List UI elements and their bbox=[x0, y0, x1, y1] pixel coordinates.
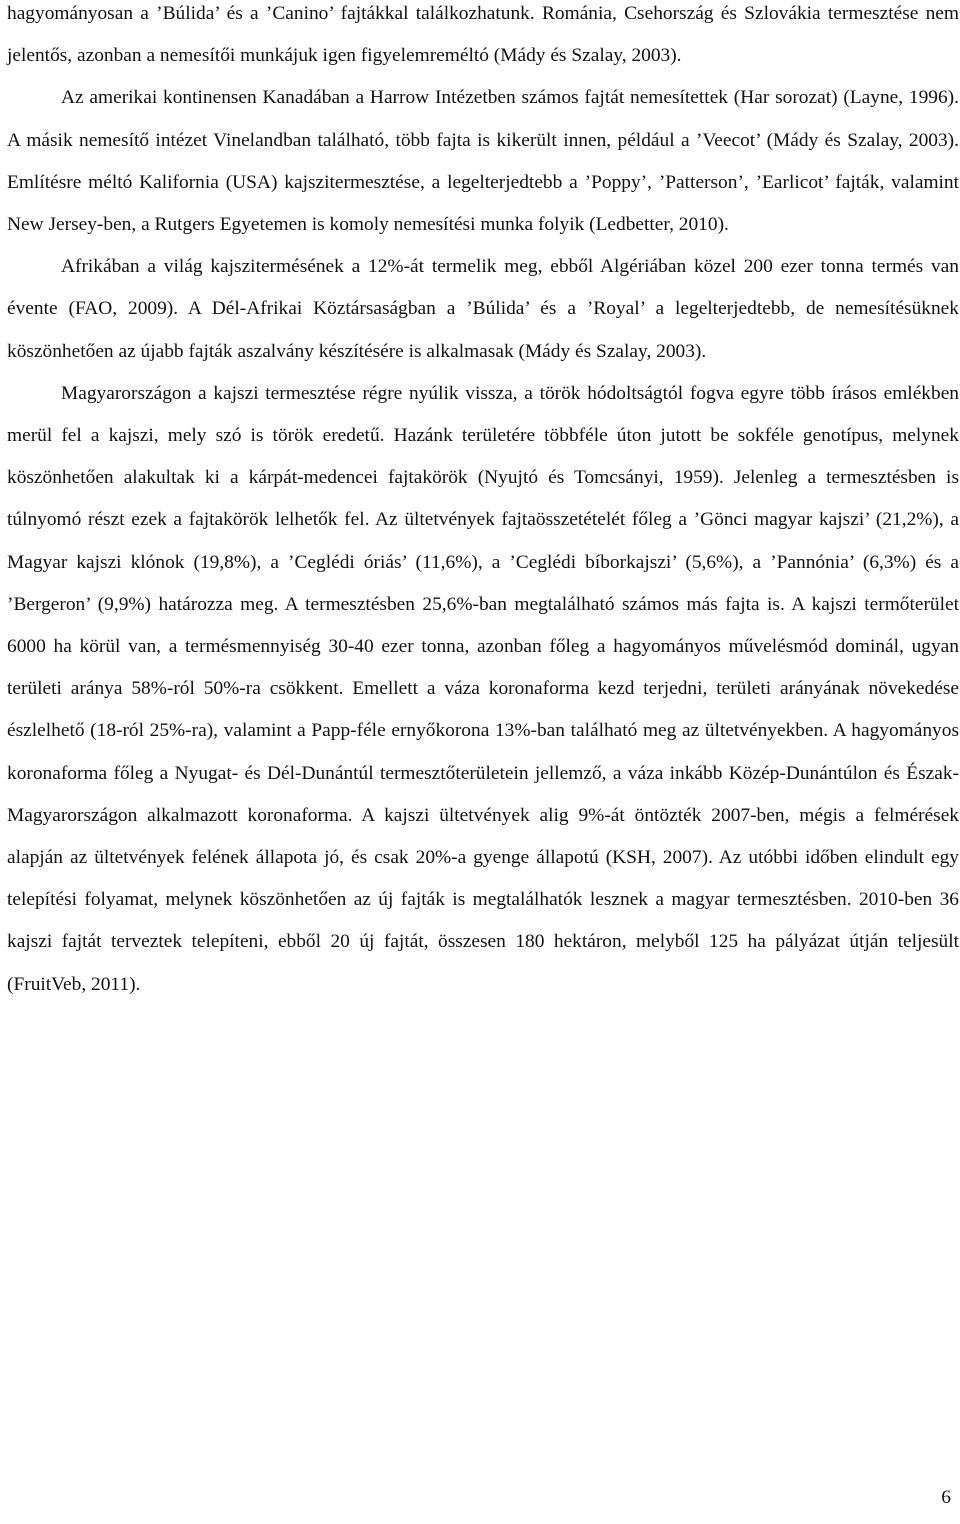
paragraph-4: Magyarországon a kajszi termesztése régre nyúlik vissza, a török hódoltságtól fogva egyre több írásos emlékben merül fel a kajszi, mely szó is török eredetű. Hazánk területére többféle úton jutott be sokféle genotípus, melynek köszönhetően alakultak ki a kárpát-medencei fajtakörök (Nyujtó és Tomcsányi, 1959). Jelenleg a termesztésben is túlnyomó részt ezek a fajtakörök lelhetők fel. Az ültetvények fajtaösszetételét főleg a ’Gönci magyar kajszi’ (21,2%), a Magyar kajszi klónok (19,8%), a ’Ceglédi óriás’ (11,6%), a ’Ceglédi bíborkajszi’ (5,6%), a ’Pannónia’ (6,3%) és a ’Bergeron’ (9,9%) határozza meg. A termesztésben 25,6%-ban megtalálható számos más fajta is. A kajszi termőterület 6000 ha körül van, a termésmennyiség 30-40 ezer tonna, azonban főleg a hagyományos művelésmód dominál, ugyan területi aránya 58%-ról 50%-ra csökkent. Emellett a váza koronaforma kezd terjedni, területi arányának növekedése észlelhető (18-ról 25%-ra), valamint a Papp-féle ernyőkorona 13%-ban található meg az ültetvényekben. A hagyományos koronaforma főleg a Nyugat- és Dél-Dunántúl termesztőterületein jellemző, a váza inkább Közép-Dunántúlon és Észak-Magyarországon alkalmazott koronaforma. A kajszi ültetvények alig 9%-át öntözték 2007-ben, mégis a felmérések alapján az ültetvények felének állapota jó, és csak 20%-a gyenge állapotú (KSH, 2007). Az utóbbi időben elindult egy telepítési folyamat, melynek köszönhetően az új fajták is megtalálhatók lesznek a magyar termesztésben. 2010-ben 36 kajszi fajtát terveztek telepíteni, ebből 20 új fajtát, összesen 180 hektáron, melyből 125 ha pályázat útján teljesült (FruitVeb, 2011). bbox=[7, 382, 959, 995]
paragraph-2: Az amerikai kontinensen Kanadában a Harrow Intézetben számos fajtát nemesítettek (Har sorozat) (Layne, 1996). A másik nemesítő intézet Vinelandban található, több fajta is kikerült innen, például a ’Veecot’ (Mády és Szalay, 2003). Említésre méltó Kalifornia (USA) kajszitermesztése, a legelterjedtebb a ’Poppy’, ’Patterson’, ’Earlicot’ fajták, valamint New Jersey-ben, a Rutgers Egyetemen is komoly nemesítési munka folyik (Ledbetter, 2010). bbox=[7, 87, 959, 236]
paragraph-1: hagyományosan a ’Búlida’ és a ’Canino’ fajtákkal találkozhatunk. Románia, Csehország és Szlovákia termesztése nem jelentős, azonban a nemesítői munkájuk igen figyelemreméltó (Mády és Szalay, 2003). bbox=[7, 3, 959, 67]
paragraph-3: Afrikában a világ kajszitermésének a 12%-át termelik meg, ebből Algériában közel 200 ezer tonna termés van évente (FAO, 2009). A Dél-Afrikai Köztársaságban a ’Búlida’ és a ’Royal’ a legelterjedtebb, de nemesítésüknek köszönhetően az újabb fajták aszalvány készítésére is alkalmasak (Mády és Szalay, 2003). bbox=[7, 256, 959, 362]
page-number: 6 bbox=[941, 1487, 951, 1508]
body-text bbox=[7, 0, 959, 1006]
